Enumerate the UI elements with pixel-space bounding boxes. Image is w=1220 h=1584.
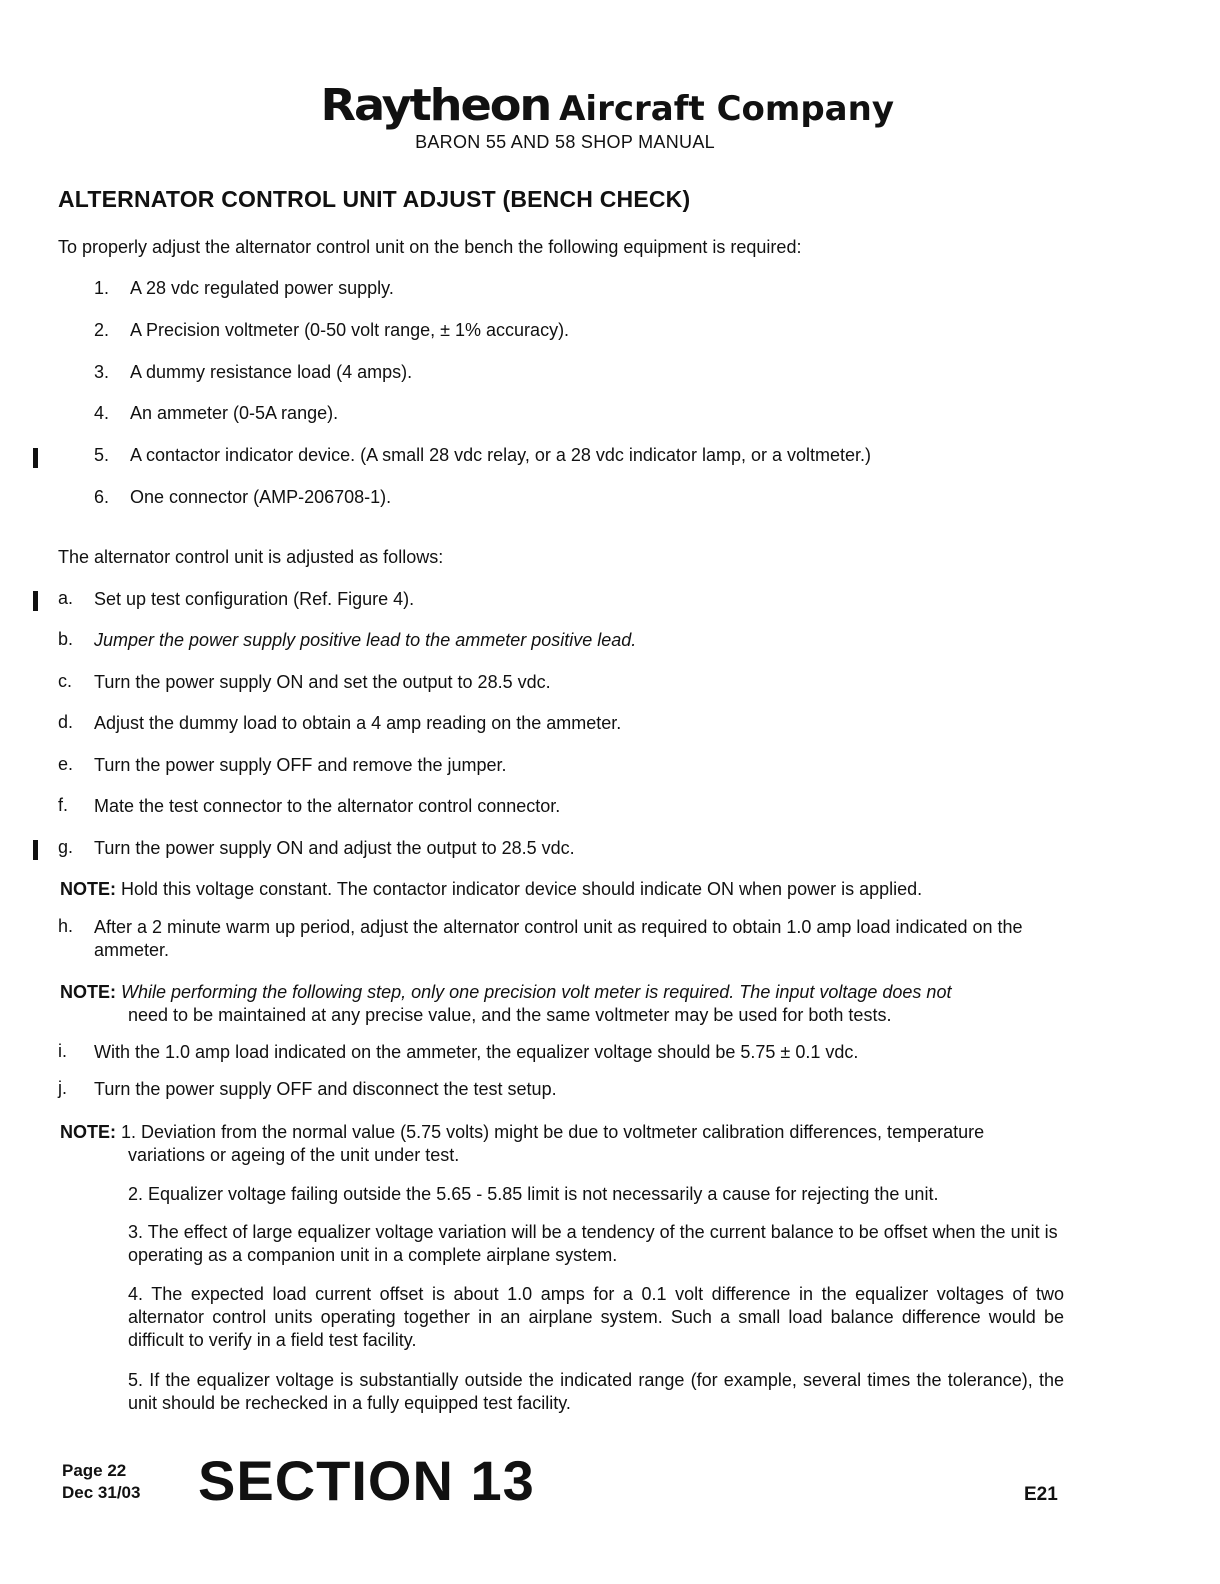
- equipment-number: 2.: [94, 320, 110, 340]
- equipment-item: One connector (AMP-206708-1).: [130, 487, 392, 507]
- note-subitem: 3. The effect of large equalizer voltage variation will be a tendency of the current balance to be offset when the unit is operating as a companion unit in a complete airplane system.: [128, 1222, 1058, 1265]
- step-text: Turn the power supply OFF and remove the jumper.: [94, 755, 507, 775]
- equipment-number: 6.: [94, 487, 110, 507]
- revision-bar: [33, 448, 38, 468]
- note-block: [60, 981, 1064, 1004]
- step-letter: g.: [58, 837, 74, 857]
- step-letter: c.: [58, 671, 73, 691]
- note-text: While performing the following step, only one precision volt meter is required. The input voltage does not: [121, 982, 952, 1002]
- step-text: Turn the power supply OFF and disconnect the test setup.: [94, 1079, 557, 1099]
- revision-bar: [33, 591, 38, 611]
- step-text: Turn the power supply ON and adjust the output to 28.5 vdc.: [94, 838, 575, 858]
- step-text: Adjust the dummy load to obtain a 4 amp reading on the ammeter.: [94, 713, 622, 733]
- section-label: SECTION 13: [198, 1449, 535, 1512]
- equipment-item: An ammeter (0-5A range).: [130, 403, 339, 423]
- step-letter: i.: [58, 1041, 67, 1061]
- equipment-number: 4.: [94, 403, 110, 423]
- note-text: Hold this voltage constant. The contactor indicator device should indicate ON when power is applied.: [121, 879, 923, 899]
- step-letter: a.: [58, 588, 74, 608]
- company-name: Aircraft Company: [559, 89, 894, 129]
- equipment-item: A dummy resistance load (4 amps).: [130, 362, 413, 382]
- step-letter: b.: [58, 629, 74, 649]
- page-number: Page 22: [62, 1461, 127, 1480]
- revision-date: Dec 31/03: [62, 1483, 141, 1502]
- note-subitem: 4. The expected load current offset is about 1.0 amps for a 0.1 volt difference in the equalizer voltages of two alternator control units operating together in an airplane system. Such a small load balance difference would be difficult to verify in a field test facility.: [128, 1284, 1064, 1350]
- note-label: NOTE:: [60, 1122, 116, 1142]
- note-block: [60, 1121, 1064, 1144]
- section-heading: ALTERNATOR CONTROL UNIT ADJUST (BENCH CHECK): [58, 186, 691, 212]
- equipment-item: A 28 vdc regulated power supply.: [130, 278, 394, 298]
- step-text: Jumper the power supply positive lead to the ammeter positive lead.: [94, 630, 637, 650]
- equipment-number: 1.: [94, 278, 110, 298]
- note-label: NOTE:: [60, 879, 116, 899]
- note-text-continued: variations or ageing of the unit under test.: [128, 1145, 460, 1165]
- note-subitem: 5. If the equalizer voltage is substantially outside the indicated range (for example, several times the tolerance), the unit should be rechecked in a fully equipped test facility.: [128, 1370, 1064, 1413]
- step-letter: e.: [58, 754, 74, 774]
- step-text: After a 2 minute warm up period, adjust the alternator control unit as required to obtain 1.0 amp load indicated on the ammeter.: [94, 917, 1023, 960]
- step-letter: d.: [58, 712, 74, 732]
- brand-logo: Raytheon: [320, 80, 551, 131]
- step-text: Set up test configuration (Ref. Figure 4).: [94, 589, 415, 609]
- equipment-number: 5.: [94, 445, 110, 465]
- effectivity-code: E21: [1024, 1484, 1058, 1505]
- note-text: 1. Deviation from the normal value (5.75 volts) might be due to voltmeter calibration differences, temperature: [121, 1122, 985, 1142]
- note-text-continued: need to be maintained at any precise value, and the same voltmeter may be used for both tests.: [128, 1005, 892, 1025]
- revision-bar: [33, 840, 38, 860]
- step-letter: j.: [58, 1078, 67, 1098]
- note-label: NOTE:: [60, 982, 116, 1002]
- equipment-item: A contactor indicator device. (A small 28 vdc relay, or a 28 vdc indicator lamp, or a voltmeter.): [130, 445, 871, 465]
- manual-title: BARON 55 AND 58 SHOP MANUAL: [415, 132, 715, 152]
- step-letter: h.: [58, 916, 74, 936]
- page-header: [0, 80, 1220, 131]
- equipment-number: 3.: [94, 362, 110, 382]
- step-text: Turn the power supply ON and set the output to 28.5 vdc.: [94, 672, 551, 692]
- note-subitem: 2. Equalizer voltage failing outside the 5.65 - 5.85 limit is not necessarily a cause for rejecting the unit.: [128, 1184, 939, 1204]
- step-text: Mate the test connector to the alternator control connector.: [94, 796, 561, 816]
- step-text: With the 1.0 amp load indicated on the ammeter, the equalizer voltage should be 5.75 ± 0.1 vdc.: [94, 1042, 859, 1062]
- step-letter: f.: [58, 795, 69, 815]
- intro-paragraph: To properly adjust the alternator control unit on the bench the following equipment is required:: [58, 237, 802, 257]
- page-info: [62, 1460, 140, 1504]
- equipment-item: A Precision voltmeter (0-50 volt range, ± 1% accuracy).: [130, 320, 570, 340]
- procedure-intro: The alternator control unit is adjusted as follows:: [58, 547, 444, 567]
- note-block: [60, 878, 1064, 901]
